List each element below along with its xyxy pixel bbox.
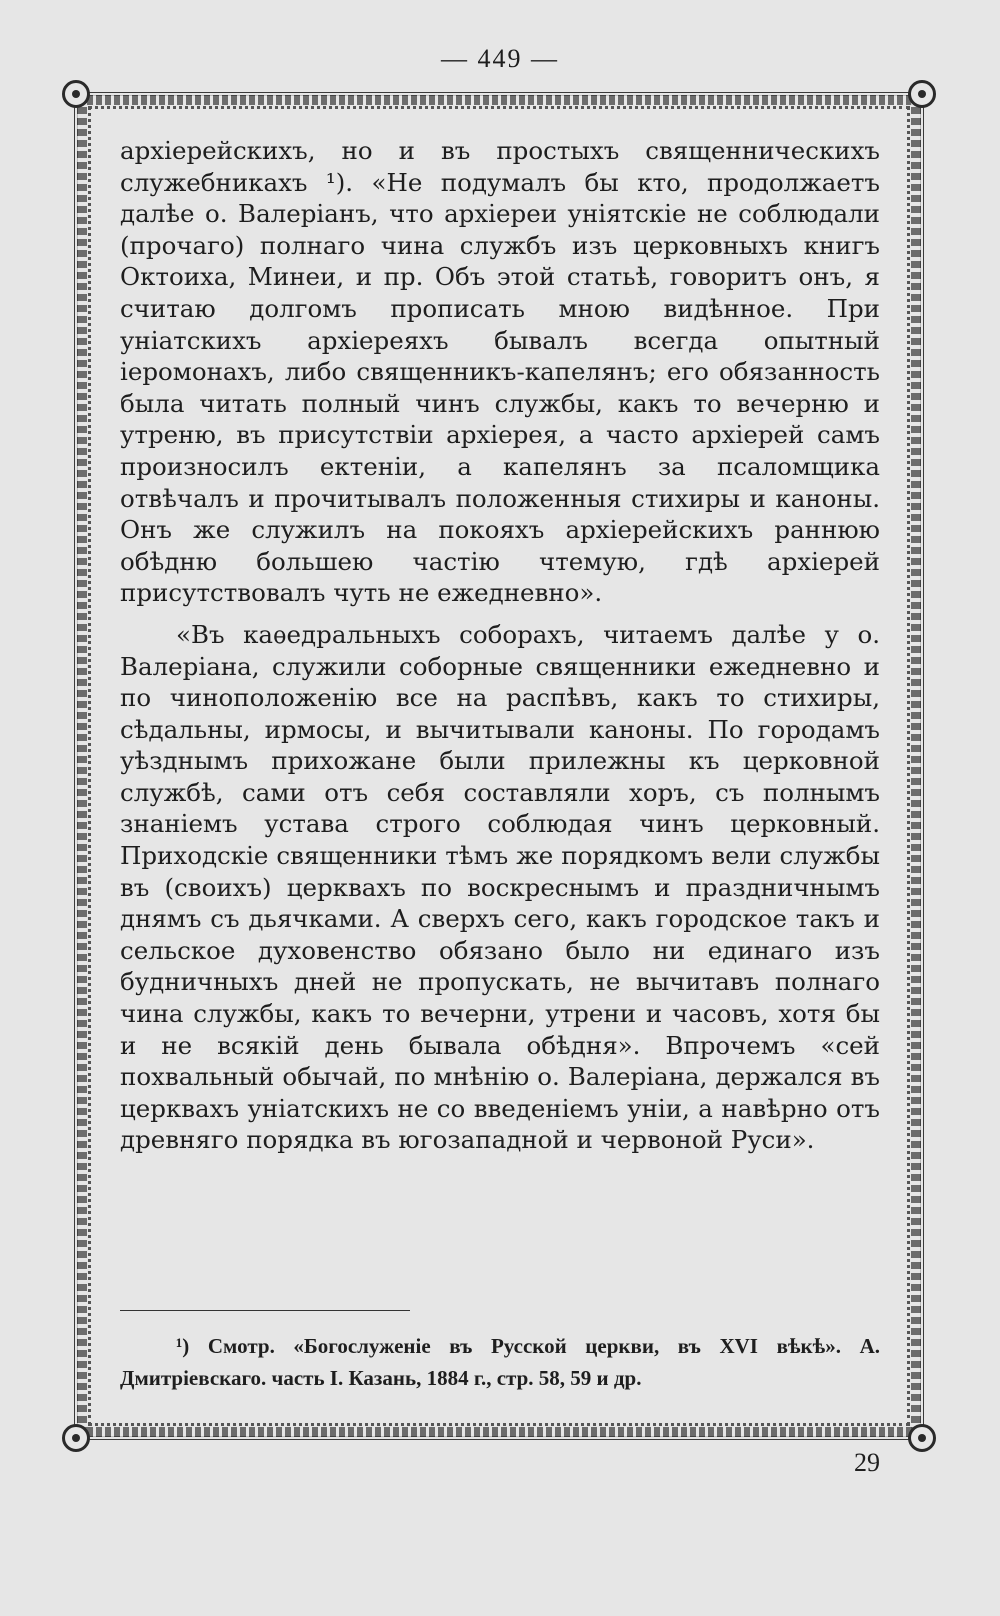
body-text — [120, 135, 880, 1156]
border-left-band — [77, 96, 87, 1436]
paragraph: «Въ каѳедральныхъ соборахъ, читаемъ далѣе у о. Валеріана, служили соборные священники ежедневно и по чиноположенію все на распѣвъ, какъ то стихиры, сѣдальны, ирмосы, и вычитывали каноны. По городамъ уѣзднымъ прихожане были прилежны къ церковной службѣ, сами отъ себя составляли хоръ, съ полнымъ знаніемъ устава строго соблюдая чинъ церковный. Приходскіе священники тѣмъ же порядкомъ вели службы въ (своихъ) церквахъ по воскреснымъ и праздничнымъ днямъ съ дьячками. А сверхъ сего, какъ городское такъ и сельское духовенство обязано было ни единаго изъ будничныхъ дней не пропускать, не вычитавъ полнаго чина службы, какъ то вечерни, утрени и часовъ, хотя бы и не всякій день бывала обѣдня». Впрочемъ «сей похвальный обычай, по мнѣнію о. Валеріана, держался въ церквахъ уніатскихъ не со введеніемъ уніи, а навѣрно отъ древняго порядка въ югозападной и червоной Руси». — [120, 619, 880, 1155]
border-bottom-band — [78, 1427, 920, 1437]
border-top-band — [78, 95, 920, 105]
footnote-divider — [120, 1310, 410, 1311]
footnotes — [120, 1330, 880, 1394]
corner-ornament-icon — [908, 80, 936, 108]
footnote: ¹) Смотр. «Богослуженіе въ Русской церкви, въ XVI вѣкѣ». А. Дмитріевскаго. часть I. Казань, 1884 г., стр. 58, 59 и др. — [120, 1334, 880, 1390]
signature-mark: 29 — [854, 1448, 880, 1477]
corner-ornament-icon — [62, 1424, 90, 1452]
corner-ornament-icon — [62, 80, 90, 108]
border-right-band — [911, 96, 921, 1436]
page-number: — 449 — — [441, 44, 559, 73]
paragraph: архіерейскихъ, но и въ простыхъ священническихъ служебникахъ ¹). «Не подумалъ бы кто, продолжаетъ далѣе о. Валеріанъ, что архіереи уніятскіе не соблюдали (прочаго) полнаго чина службъ изъ церковныхъ книгъ Октоиха, Минеи, и пр. Объ этой статьѣ, говоритъ онъ, я считаю долгомъ прописать мною видѣнное. При уніатскихъ архіереяхъ бывалъ всегда опытный іеромонахъ, либо священникъ-капелянъ; его обязанность была читать полный чинъ службы, какъ то вечерню и утреню, въ присутствіи архіерея, а часто архіерей самъ произносилъ ектеніи, а капелянъ за псаломщика отвѣчалъ и прочитывалъ положенныя стихиры и каноны. Онъ же служилъ на покояхъ архіерейскихъ раннюю обѣдню большею частію чтемую, гдѣ архіерей присутствовалъ чуть не ежедневно». — [120, 136, 880, 608]
corner-ornament-icon — [908, 1424, 936, 1452]
